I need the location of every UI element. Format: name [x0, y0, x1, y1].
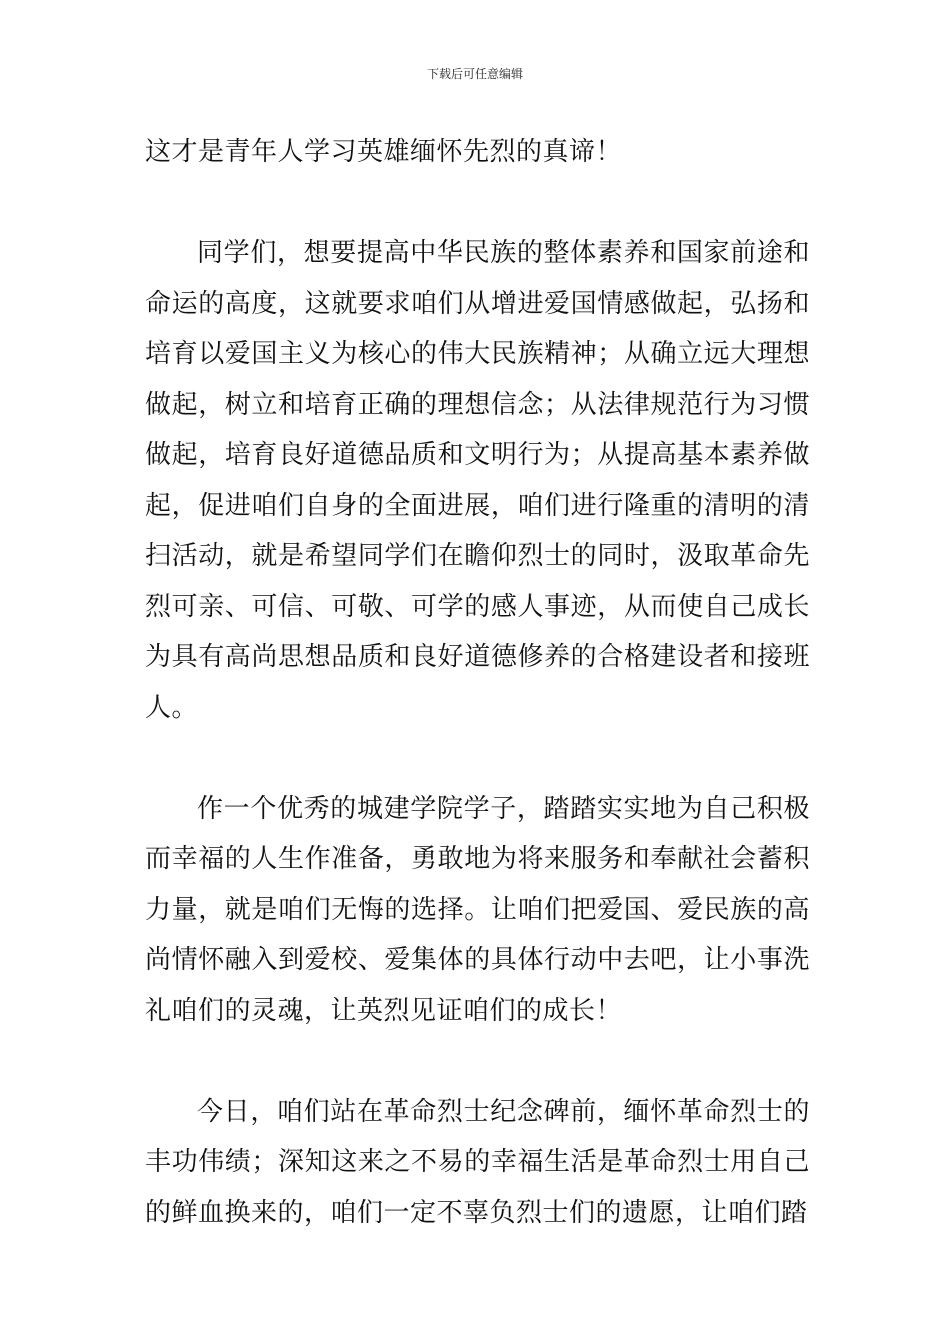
paragraph-spacer — [145, 178, 810, 229]
paragraph-4: 今日，咱们站在革命烈士纪念碑前，缅怀革命烈士的丰功伟绩；深知这来之不易的幸福生活是革命烈士用自己的鲜血换来的，咱们一定不辜负烈士们的遗愿，让咱们踏 — [145, 1096, 810, 1228]
paragraph-spacer — [145, 1036, 810, 1087]
page-header-note: 下载后可任意编辑 — [426, 67, 523, 81]
paragraph-3: 作一个优秀的城建学院学子，踏踏实实地为自己积极而幸福的人生作准备，勇敢地为将来服务和奉献社会蓄积力量，就是咱们无悔的选择。让咱们把爱国、爱民族的高尚情怀融入到爱校、爱集体的具体行动中去吧，让小事洗礼咱们的灵魂，让英烈见证咱们的成长！ — [145, 793, 810, 1026]
paragraph-2: 同学们，想要提高中华民族的整体素养和国家前途和命运的高度，这就要求咱们从增进爱国情感做起，弘扬和培育以爱国主义为核心的伟大民族精神；从确立远大理想做起，树立和培育正确的理想信念；从法律规范行为习惯做起，培育良好道德品质和文明行为；从提高基本素养做起，促进咱们自身的全面进展，咱们进行隆重的清明的清扫活动，就是希望同学们在瞻仰烈士的同时，汲取革命先烈可亲、可信、可敬、可学的感人事迹，从而使自己成长为具有高尚思想品质和良好道德修养的合格建设者和接班人。 — [145, 238, 810, 723]
document-body — [145, 127, 810, 1238]
paragraph-spacer — [145, 733, 810, 784]
paragraph-1: 这才是青年人学习英雄缅怀先烈的真谛！ — [145, 137, 623, 167]
